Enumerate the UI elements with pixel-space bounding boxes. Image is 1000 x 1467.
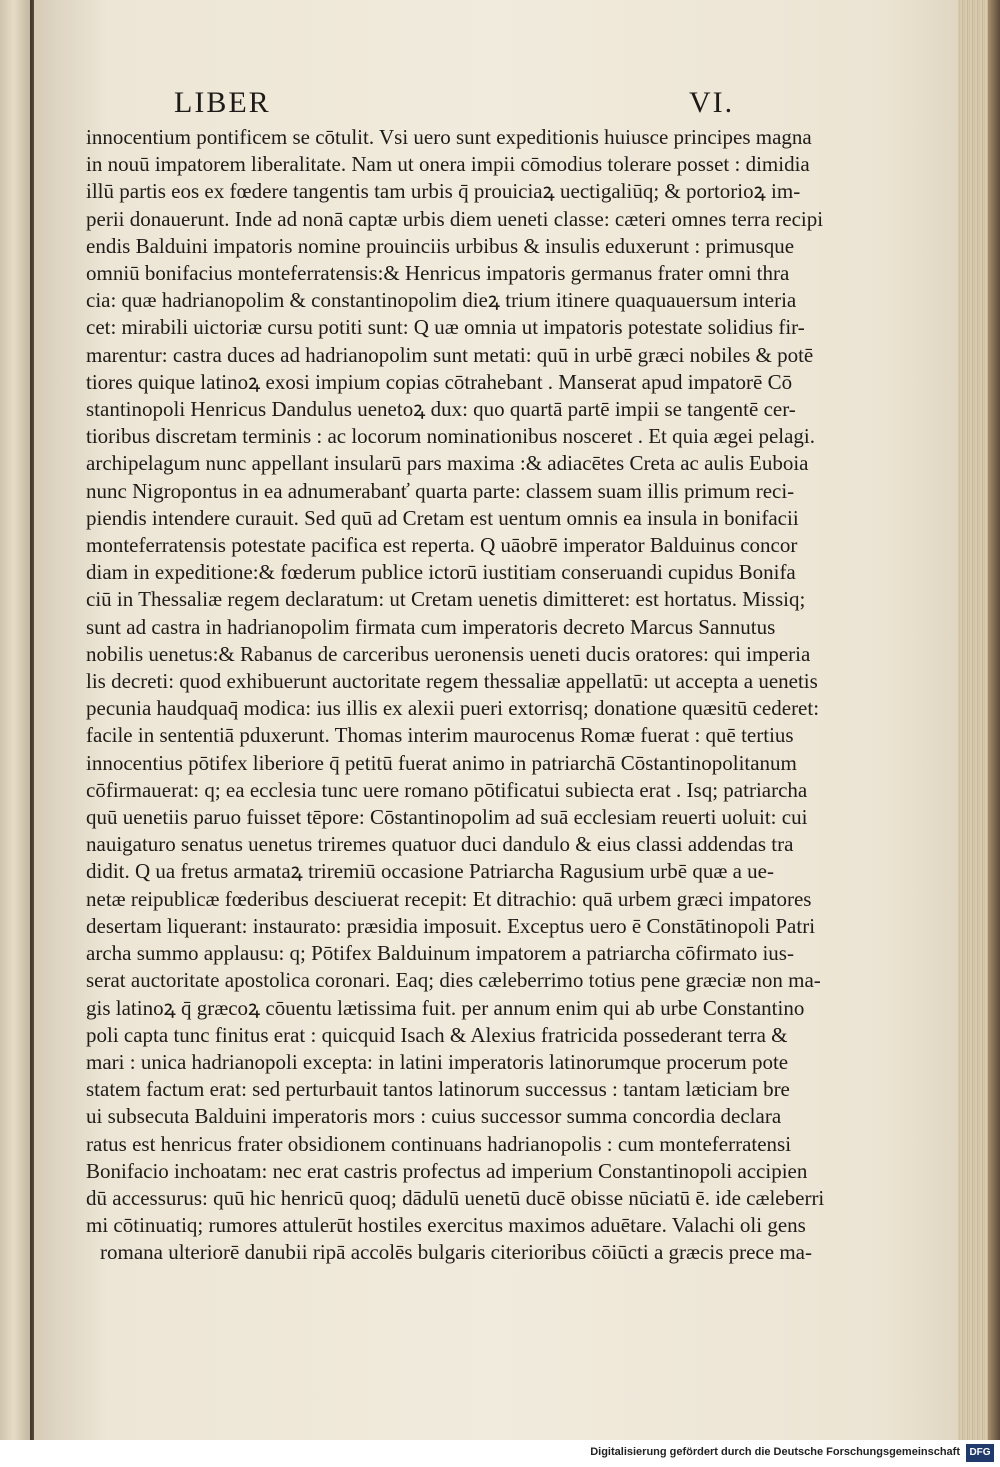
text-line: lis decreti: quod exhibuerunt auctoritate regem thessaliæ appellatū: ut accepta a uenetis <box>86 669 818 694</box>
text-line: didit. Q ua fretus armataꝝ triremiū occasione Patriarcha Ragusium urbē quæ a ue- <box>86 859 774 884</box>
text-line: archipelagum nunc appellant insularū pars maxima :& adiacētes Creta ac aulis Euboia <box>86 451 809 476</box>
text-line: facile in sententiā pduxerunt. Thomas interim maurocenus Romæ fuerat : quē tertius <box>86 723 794 748</box>
text-line: serat auctoritate apostolica coronari. Eaq; dies cæleberrimo totius pene græciæ non ma- <box>86 968 821 993</box>
text-line: statem factum erat: sed perturbauit tantos latinorum successus : tantam læticiam bre <box>86 1077 790 1102</box>
text-line: ciū in Thessaliæ regem declaratum: ut Cretam uenetis dimitteret: est hortatus. Missiq; <box>86 587 806 612</box>
dfg-logo: DFG <box>966 1444 994 1462</box>
text-line: cet: mirabili uictoriæ cursu potiti sunt: Q uæ omnia ut impatoris potestate solidius fir- <box>86 315 805 340</box>
text-line: quū uenetiis paruo fuisset tēpore: Cōstantinopolim ad suā ecclesiam reuerti uoluit: cui <box>86 805 808 830</box>
text-line: marentur: castra duces ad hadrianopolim sunt metati: quū in urbē græci nobiles & potē <box>86 342 814 367</box>
text-line: nunc Nigropontus in ea adnumerabanť quarta parte: classem suam illis primum reci- <box>86 478 795 503</box>
text-line: tioribus discretam terminis : ac locorum nominationibus nosceret . Et quia ægei pelagi. <box>86 424 816 449</box>
footer-credit: Digitalisierung gefördert durch die Deutsche Forschungsgemeinschaft <box>590 1446 960 1458</box>
footer-bar <box>0 1440 1000 1467</box>
text-line: tiores quique latinoꝝ exosi impium copias cōtrahebant . Manserat apud impatorē Cō <box>86 369 793 394</box>
text-line: cia: quæ hadrianopolim & constantinopolim dieꝝ trium itinere quaquauersum interia <box>86 288 797 313</box>
text-line: sunt ad castra in hadrianopolim firmata cum imperatoris decreto Marcus Sannutus <box>86 614 776 639</box>
text-line: gis latinoꝝ q̄ græcoꝝ cōuentu lætissima fuit. per annum enim qui ab urbe Constantino <box>86 995 805 1020</box>
text-line: diam in expeditione:& fœderum publice ictorū iustitiam conseruandi cupidus Bonifa <box>86 560 796 585</box>
text-line: cōfirmauerat: q; ea ecclesia tunc uere romano pōtificatui subiecta erat . Isq; patriarcha <box>86 777 808 802</box>
text-line: illū partis eos ex fœdere tangentis tam urbis q̄ prouiciaꝝ uectigaliūq; & portorioꝝ im- <box>86 179 801 204</box>
text-line: archa summo applausu: q; Pōtifex Balduinum impatorem a patriarcha cōfirmato ius- <box>86 941 794 966</box>
running-header <box>34 86 958 126</box>
left-page-edge <box>0 0 34 1440</box>
text-line: nobilis uenetus:& Rabanus de carceribus ueronensis ueneti ducis oratores: qui imperia <box>86 641 811 666</box>
text-line: ui subsecuta Balduini imperatoris mors : cuius successor summa concordia declara <box>86 1104 782 1129</box>
text-line: mari : unica hadrianopoli excepta: in latini imperatoris latinorumque procerum pote <box>86 1049 789 1074</box>
text-line: endis Balduini impatoris nomine prouinciis urbibus & insulis eduxerunt : primusque <box>86 233 795 258</box>
text-line: stantinopoli Henricus Dandulus uenetoꝝ dux: quo quartā partē impii se tangentē cer- <box>86 397 796 422</box>
book-cover-edge <box>988 0 1000 1440</box>
text-line: ratus est henricus frater obsidionem continuans hadrianopolis : cum monteferratensi <box>86 1131 792 1156</box>
text-line: mi cōtinuatiq; rumores attulerūt hostiles exercitus maximos aduētare. Valachi oli gens <box>86 1213 806 1238</box>
text-line: desertam liquerant: instaurato: præsidia imposuit. Exceptus uero ē Constātinopoli Patri <box>86 913 816 938</box>
text-block <box>86 124 826 1267</box>
text-line: romana ulteriorē danubii ripā accolēs bulgaris citerioribus cōiūcti a græcis prece ma- <box>100 1240 812 1265</box>
text-line: dū accessurus: quū hic henricū quoq; dādulū uenetū ducē obisse nūciatū ē. ide cæleberri <box>86 1185 825 1210</box>
text-line: Bonifacio inchoatam: nec erat castris profectus ad imperium Constantinopoli accipien <box>86 1158 808 1183</box>
text-line: poli capta tunc finitus erat : quicquid Isach & Alexius fratricida possederant terra & <box>86 1022 788 1047</box>
text-line: in nouū impatorem liberalitate. Nam ut onera impii cōmodius tolerare posset : dimidia <box>86 152 810 177</box>
header-left: LIBER <box>174 86 271 119</box>
text-line: innocentius pōtifex liberiore q̄ petitū fuerat animo in patriarchā Cōstantinopolitanum <box>86 750 797 775</box>
text-line: monteferratensis potestate pacifica est reperta. Q uāobrē imperator Balduinus concor <box>86 533 798 558</box>
text-line: innocentium pontificem se cōtulit. Vsi uero sunt expeditionis huiusce principes magna <box>86 125 812 149</box>
text-line: pecunia haudquaq̄ modica: ius illis ex alexii pueri extorrisq; donatione quæsitū cederet: <box>86 696 820 721</box>
text-line: piendis intendere curauit. Sed quū ad Cretam est uentum omnis ea insula in bonifacii <box>86 505 799 530</box>
text-line: nauigaturo senatus uenetus triremes quatuor duci dandulo & eius classi addendas tra <box>86 832 794 857</box>
text-line: netæ reipublicæ fœderibus desciuerat recepit: Et ditrachio: quā urbem græci impatores <box>86 886 812 911</box>
text-line: perii donauerunt. Inde ad nonā captæ urbis diem ueneti classe: cæteri omnes terra recipi <box>86 206 824 231</box>
text-line: omniū bonifacius monteferratensis:& Henricus impatoris germanus frater omni thra <box>86 261 790 286</box>
header-right: VI. <box>689 86 735 119</box>
